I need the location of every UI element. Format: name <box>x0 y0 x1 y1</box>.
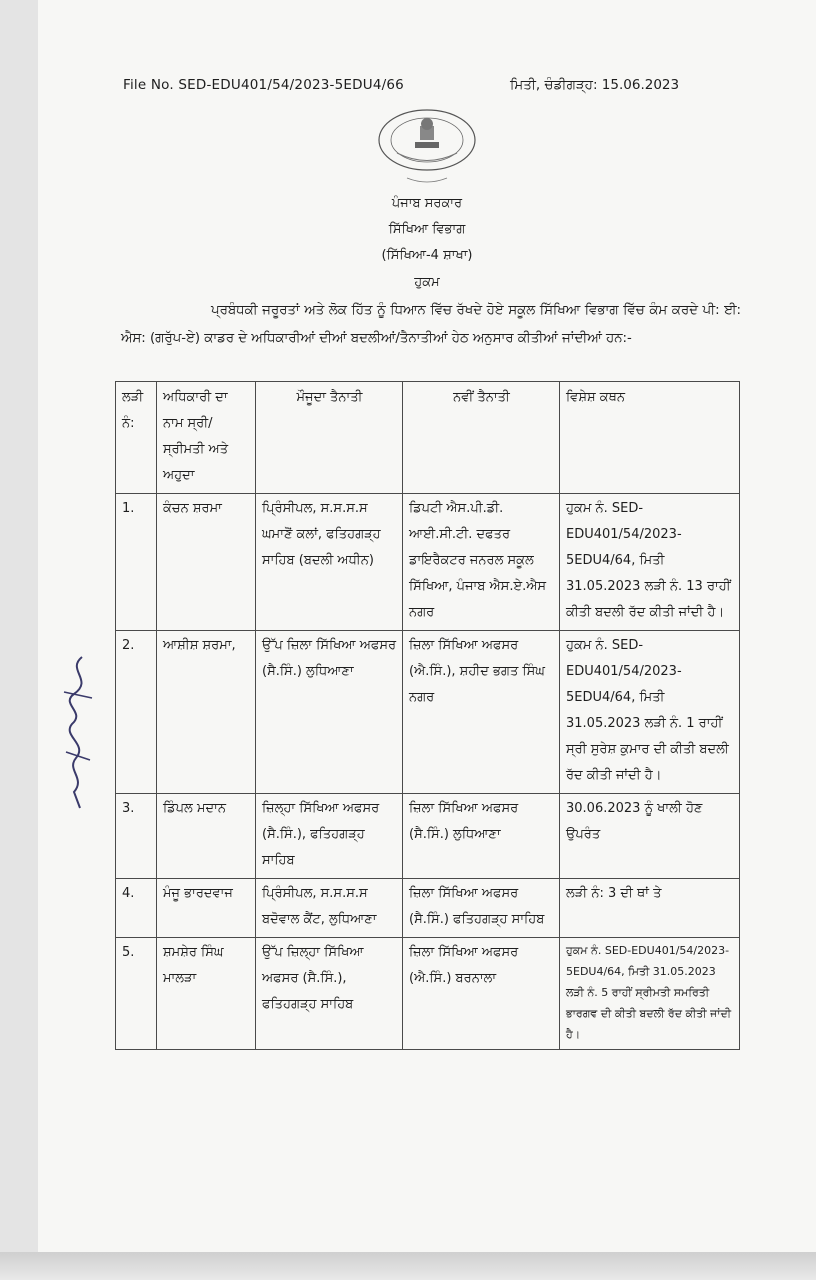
new-posting-cell: ਜ਼ਿਲਾ ਸਿੱਖਿਆ ਅਫਸਰ (ਐ.ਸਿੰ.), ਸ਼ਹੀਦ ਭਗਤ ਸਿੰਘ ਨਗਰ <box>403 631 560 794</box>
remarks-cell: 30.06.2023 ਨੂੰ ਖਾਲੀ ਹੋਣ ਉਪਰੰਤ <box>560 794 740 879</box>
officer-name-cell: ਮੰਜੂ ਭਾਰਦਵਾਜ <box>157 879 256 938</box>
officer-name-cell: ਸ਼ਮਸ਼ੇਰ ਸਿੰਘ ਮਾਲੜਾ <box>157 938 256 1050</box>
table-row <box>116 494 740 631</box>
table-row <box>116 938 740 1050</box>
col-name-header: ਅਧਿਕਾਰੀ ਦਾ ਨਾਮ ਸ੍ਰੀ/ਸ੍ਰੀਮਤੀ ਅਤੇ ਅਹੁਦਾ <box>157 382 256 494</box>
serial-cell: 1. <box>116 494 157 631</box>
serial-cell: 5. <box>116 938 157 1050</box>
table-header-row <box>116 382 740 494</box>
current-posting-cell: ਉੱਪ ਜ਼ਿਲਾ ਸਿੱਖਿਆ ਅਫਸਰ (ਸੈ.ਸਿੰ.) ਲੁਧਿਆਣਾ <box>256 631 403 794</box>
officer-name-cell: ਡਿੰਪਲ ਮਦਾਨ <box>157 794 256 879</box>
officer-name-cell: ਕੰਚਨ ਸ਼ਰਮਾ <box>157 494 256 631</box>
serial-cell: 4. <box>116 879 157 938</box>
officer-name-cell: ਆਸ਼ੀਸ਼ ਸ਼ਰਮਾ, <box>157 631 256 794</box>
serial-cell: 2. <box>116 631 157 794</box>
col-current-posting-header: ਮੌਜੂਦਾ ਤੈਨਾਤੀ <box>256 382 403 494</box>
branch-name: (ਸਿੱਖਿਆ-4 ਸ਼ਾਖਾ) <box>381 248 473 263</box>
col-new-posting-header: ਨਵੀਂ ਤੈਨਾਤੀ <box>403 382 560 494</box>
current-posting-cell: ਪ੍ਰਿੰਸੀਪਲ, ਸ.ਸ.ਸ.ਸ ਘਮਾਣੋਂ ਕਲਾਂ, ਫਤਿਹਗੜ੍ਹ ਸਾਹਿਬ (ਬਦਲੀ ਅਧੀਨ) <box>256 494 403 631</box>
col-serial-header: ਲੜੀ ਨੰ: <box>116 382 157 494</box>
table-row <box>116 794 740 879</box>
table-row <box>116 879 740 938</box>
current-posting-cell: ਪ੍ਰਿੰਸੀਪਲ, ਸ.ਸ.ਸ.ਸ ਬਦੋਵਾਲ ਕੈਂਟ, ਲੁਧਿਆਣਾ <box>256 879 403 938</box>
government-name: ਪੰਜਾਬ ਸਰਕਾਰ <box>391 196 463 211</box>
remarks-cell: ਹੁਕਮ ਨੰ. SED-EDU401/54/2023-5EDU4/64, ਮਿਤੀ 31.05.2023 ਲੜੀ ਨੰ. 13 ਰਾਹੀਂ ਕੀਤੀ ਬਦਲੀ ਰੱਦ ਕੀਤੀ ਜਾਂਦੀ ਹੈ। <box>560 494 740 631</box>
remarks-cell: ਹੁਕਮ ਨੰ. SED-EDU401/54/2023-5EDU4/64, ਮਿਤੀ 31.05.2023 ਲੜੀ ਨੰ. 1 ਰਾਹੀਂ ਸ੍ਰੀ ਸੁਰੇਸ਼ ਕੁਮਾਰ ਦੀ ਕੀਤੀ ਬਦਲੀ ਰੱਦ ਕੀਤੀ ਜਾਂਦੀ ਹੈ। <box>560 631 740 794</box>
handwritten-signature-icon <box>52 652 104 812</box>
new-posting-cell: ਡਿਪਟੀ ਐਸ.ਪੀ.ਡੀ. ਆਈ.ਸੀ.ਟੀ. ਦਫਤਰ ਡਾਇਰੈਕਟਰ ਜਨਰਲ ਸਕੂਲ ਸਿੱਖਿਆ, ਪੰਜਾਬ ਐਸ.ਏ.ਐਸ ਨਗਰ <box>403 494 560 631</box>
col-remarks-header: ਵਿਸ਼ੇਸ਼ ਕਥਨ <box>560 382 740 494</box>
new-posting-cell: ਜ਼ਿਲਾ ਸਿੱਖਿਆ ਅਫਸਰ (ਸੈ.ਸਿੰ.) ਫਤਿਹਗੜ੍ਹ ਸਾਹਿਬ <box>403 879 560 938</box>
order-heading: ਹੁਕਮ <box>414 275 440 290</box>
file-number: File No. SED-EDU401/54/2023-5EDU4/66 <box>123 77 404 93</box>
current-posting-cell: ਜ਼ਿਲ੍ਹਾ ਸਿੱਖਿਆ ਅਫਸਰ (ਸੈ.ਸਿੰ.), ਫਤਿਹਗੜ੍ਹ ਸਾਹਿਬ <box>256 794 403 879</box>
transfer-table <box>115 381 740 1050</box>
remarks-cell: ਹੁਕਮ ਨੰ. SED-EDU401/54/2023-5EDU4/64, ਮਿਤੀ 31.05.2023 ਲੜੀ ਨੰ. 5 ਰਾਹੀਂ ਸ੍ਰੀਮਤੀ ਸਮਰਿਤੀ ਭਾਰਗਵ ਦੀ ਕੀਤੀ ਬਦਲੀ ਰੱਦ ਕੀਤੀ ਜਾਂਦੀ ਹੈ। <box>560 938 740 1050</box>
order-date: ਮਿਤੀ, ਚੰਡੀਗੜ੍ਹ: 15.06.2023 <box>510 77 680 93</box>
department-name: ਸਿੱਖਿਆ ਵਿਭਾਗ <box>388 222 466 237</box>
intro-paragraph: ਪ੍ਰਬੰਧਕੀ ਜਰੂਰਤਾਂ ਅਤੇ ਲੋਕ ਹਿੱਤ ਨੂੰ ਧਿਆਨ ਵਿੱਚ ਰੱਖਦੇ ਹੋਏ ਸਕੂਲ ਸਿੱਖਿਆ ਵਿਭਾਗ ਵਿੱਚ ਕੰਮ ਕਰਦੇ ਪੀ: ਈ: ਐਸ: (ਗਰੁੱਪ-ਏ) ਕਾਡਰ ਦੇ ਅਧਿਕਾਰੀਆਂ ਦੀਆਂ ਬਦਲੀਆਂ/ਤੈਨਾਤੀਆਂ ਹੇਠ ਅਨੁਸਾਰ ਕੀਤੀਆਂ ਜਾਂਦੀਆਂ ਹਨ:- <box>121 303 741 346</box>
state-emblem-icon <box>377 108 477 188</box>
serial-cell: 3. <box>116 794 157 879</box>
current-posting-cell: ਉੱਪ ਜ਼ਿਲ੍ਹਾ ਸਿੱਖਿਆ ਅਫਸਰ (ਸੈ.ਸਿੰ.), ਫਤਿਹਗੜ੍ਹ ਸਾਹਿਬ <box>256 938 403 1050</box>
new-posting-cell: ਜ਼ਿਲਾ ਸਿੱਖਿਆ ਅਫਸਰ (ਸੈ.ਸਿੰ.) ਲੁਧਿਆਣਾ <box>403 794 560 879</box>
remarks-cell: ਲੜੀ ਨੰ: 3 ਦੀ ਥਾਂ ਤੇ <box>560 879 740 938</box>
new-posting-cell: ਜ਼ਿਲਾ ਸਿੱਖਿਆ ਅਫਸਰ (ਐ.ਸਿੰ.) ਬਰਨਾਲਾ <box>403 938 560 1050</box>
page-bottom-edge <box>0 1252 816 1280</box>
table-row <box>116 631 740 794</box>
